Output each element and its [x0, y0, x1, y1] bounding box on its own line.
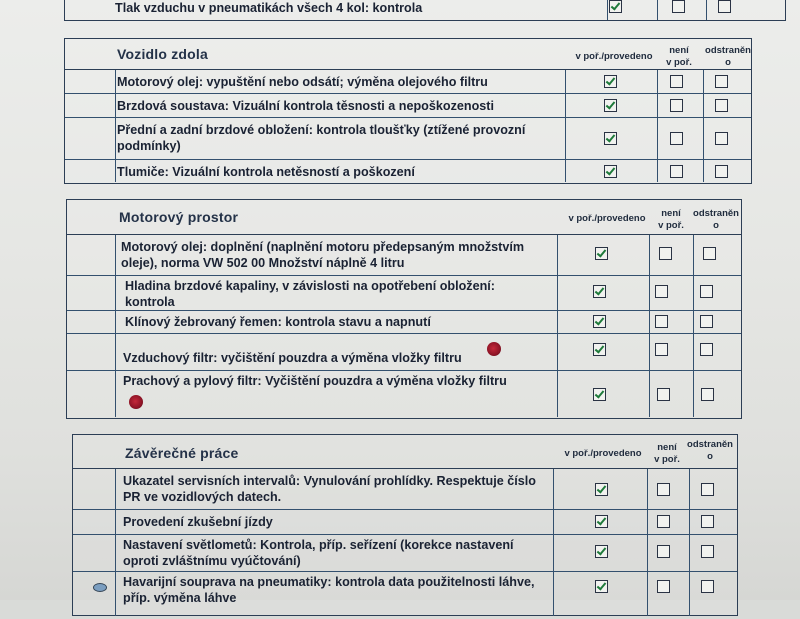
red-marker-dot: [129, 395, 143, 409]
checkbox-not-ok[interactable]: [670, 75, 683, 88]
checkbox-not-ok[interactable]: [670, 99, 683, 112]
col-header-removed-l2: o: [713, 220, 719, 231]
checkbox-removed[interactable]: [718, 0, 731, 13]
checklist-row: [73, 572, 737, 619]
checkbox-not-ok[interactable]: [655, 315, 668, 328]
row-label: Nastavení světlometů: Kontrola, příp. seřízení (korekce nastavení oproti zvláštnímu vyúčtování): [123, 538, 514, 568]
checkbox-done[interactable]: [595, 580, 608, 593]
row-label: Klínový žebrovaný řemen: kontrola stavu a napnutí: [125, 315, 431, 329]
checkbox-removed[interactable]: [715, 165, 728, 178]
row-label: Brzdová soustava: Vizuální kontrola těsnosti a nepoškozenosti: [117, 99, 494, 113]
checklist-row: [73, 510, 737, 535]
row-label: Vzduchový filtr: vyčištění pouzdra a výměna vložky filtru: [123, 351, 462, 365]
checkbox-not-ok[interactable]: [657, 388, 670, 401]
section-zaverecne-prace: [72, 434, 738, 616]
checklist-row: [67, 311, 741, 334]
checkbox-not-ok[interactable]: [670, 165, 683, 178]
col-header-not-ok: [647, 442, 687, 466]
row-label: Provedení zkušební jízdy: [123, 515, 273, 529]
col-header-removed: [703, 45, 753, 69]
row-label: Hladina brzdové kapaliny, v závislosti na opotřebení obložení: kontrola: [125, 279, 495, 309]
checkbox-not-ok[interactable]: [655, 343, 668, 356]
checkbox-not-ok[interactable]: [657, 580, 670, 593]
checklist-row: [65, 118, 751, 160]
checkbox-removed[interactable]: [701, 388, 714, 401]
checkbox-removed[interactable]: [700, 315, 713, 328]
row-label: Motorový olej: doplnění (naplnění motoru předepsaným množstvím oleje), norma VW 502 00 Množství náplně 4 litru: [121, 240, 525, 270]
col-header-not-ok-l1: není: [661, 208, 681, 219]
checkbox-done[interactable]: [609, 0, 622, 13]
checkbox-removed[interactable]: [701, 580, 714, 593]
row-label: Ukazatel servisních intervalů: Vynulování prohlídky. Respektuje číslo PR ve vozidlových datech.: [123, 474, 536, 504]
col-header-not-ok-l1: není: [657, 442, 677, 453]
col-header-not-ok: [659, 45, 699, 69]
section-rows: [67, 235, 741, 417]
col-header-removed-l2: o: [725, 57, 731, 68]
checkbox-removed[interactable]: [701, 515, 714, 528]
section-header: [67, 200, 741, 235]
col-header-removed-l1: odstraněn: [687, 439, 733, 450]
row-label: Tlumiče: Vizuální kontrola netěsností a poškození: [117, 165, 415, 179]
col-header-not-ok-l2: v poř.: [654, 454, 680, 465]
checkbox-done[interactable]: [604, 165, 617, 178]
checkbox-not-ok[interactable]: [657, 515, 670, 528]
section-title: Motorový prostor: [119, 209, 239, 225]
row-label: Motorový olej: vypuštění nebo odsátí; výměna olejového filtru: [117, 75, 488, 89]
checkbox-done[interactable]: [604, 132, 617, 145]
col-header-not-ok-l2: v poř.: [666, 57, 692, 68]
eye-icon: [93, 583, 107, 592]
section-header: [65, 39, 751, 70]
checkbox-removed[interactable]: [715, 132, 728, 145]
checkbox-not-ok[interactable]: [670, 132, 683, 145]
checkbox-done[interactable]: [593, 315, 606, 328]
row-label: Prachový a pylový filtr: Vyčištění pouzdra a výměna vložky filtru: [123, 374, 507, 388]
checklist-row: [67, 276, 741, 311]
checkbox-removed[interactable]: [715, 75, 728, 88]
section-header: [73, 435, 737, 469]
checkbox-done[interactable]: [604, 75, 617, 88]
checkbox-removed[interactable]: [715, 99, 728, 112]
row-label: Havarijní souprava na pneumatiky: kontrola data použitelnosti láhve, příp. výměna láhve: [123, 575, 535, 605]
checklist-row: [73, 469, 737, 510]
col-header-removed-l1: odstraněn: [705, 45, 751, 56]
col-header-removed-l2: o: [707, 451, 713, 462]
checkbox-removed[interactable]: [701, 483, 714, 496]
col-header-done: v poř./provedeno: [564, 448, 642, 459]
checkbox-done[interactable]: [595, 515, 608, 528]
col-header-done: v poř./provedeno: [568, 213, 646, 224]
checkbox-done[interactable]: [593, 285, 606, 298]
col-header-not-ok: [651, 208, 691, 232]
checklist-row: [65, 94, 751, 118]
col-header-removed-l1: odstraněn: [693, 208, 739, 219]
red-marker-dot: [487, 342, 501, 356]
col-header-not-ok-l2: v poř.: [658, 220, 684, 231]
col-header-not-ok-l1: není: [669, 45, 689, 56]
checkbox-not-ok[interactable]: [655, 285, 668, 298]
checkbox-removed[interactable]: [703, 247, 716, 260]
col-header-removed: [685, 439, 735, 463]
checklist-row: [67, 235, 741, 276]
col-header-removed: [691, 208, 741, 232]
checkbox-not-ok[interactable]: [657, 483, 670, 496]
checkbox-done[interactable]: [595, 545, 608, 558]
row-label: Přední a zadní brzdové obložení: kontrola tloušťky (ztížené provozní podmínky): [117, 123, 526, 153]
col-header-done: v poř./provedeno: [575, 51, 653, 62]
checklist-row: [65, 160, 751, 183]
checkbox-done[interactable]: [604, 99, 617, 112]
checkbox-done[interactable]: [595, 247, 608, 260]
checklist-row: [67, 371, 741, 419]
checklist-row: [73, 535, 737, 572]
checklist-row: [67, 334, 741, 371]
section-rows: [73, 469, 737, 616]
checkbox-removed[interactable]: [700, 343, 713, 356]
checkbox-done[interactable]: [593, 388, 606, 401]
checkbox-removed[interactable]: [701, 545, 714, 558]
checkbox-done[interactable]: [593, 343, 606, 356]
section-vozidlo-zdola: [64, 38, 752, 184]
checkbox-not-ok[interactable]: [659, 247, 672, 260]
top-row: [64, 0, 786, 21]
section-title: Vozidlo zdola: [117, 46, 209, 62]
section-title: Závěrečné práce: [125, 445, 239, 461]
checkbox-removed[interactable]: [700, 285, 713, 298]
checkbox-not-ok[interactable]: [672, 0, 685, 13]
checkbox-done[interactable]: [595, 483, 608, 496]
top-row-label: Tlak vzduchu v pneumatikách všech 4 kol: kontrola: [115, 1, 423, 15]
checklist-row: [65, 70, 751, 94]
section-motorovy-prostor: [66, 199, 742, 419]
section-rows: [65, 70, 751, 182]
checkbox-not-ok[interactable]: [657, 545, 670, 558]
